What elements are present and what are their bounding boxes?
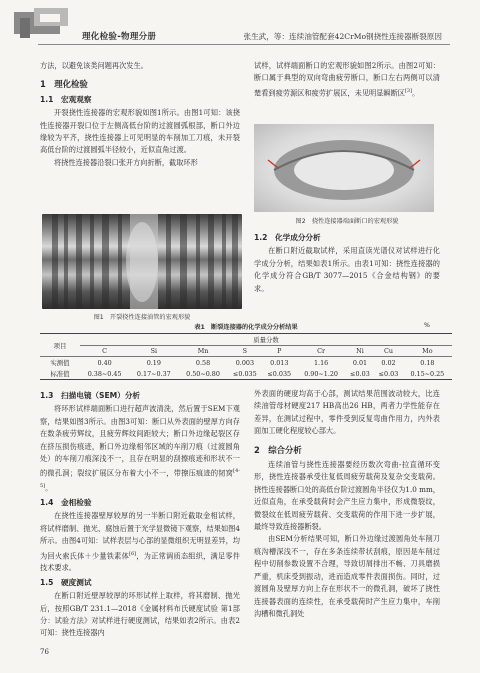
section-2-heading: 2 综合分析 [254,444,302,455]
table-cell: ≤0.03 [350,369,370,378]
metallo-text: 在挠性连接器壁厚较厚的另一半断口附近截取金相试样，将试样磨制、抛光、腐蚀后置于光学显微镜下观察，结果如图4所示。由图4可知：试样表层与心部的显微组织无明显差异，均为回火索氏体＋少量铁素体 [40,511,240,561]
table-unit: % [424,322,430,329]
table-cell: 0.17~0.37 [136,369,171,378]
paragraph-fracture-cont [254,60,440,100]
table-cell: 0.18 [420,358,435,367]
table-cell: 0.003 [235,358,255,367]
paragraph-analysis-1: 连续油管与挠性连接器要经历数次弯曲-拉直循环变形，挠性连接器承受往复低周疲劳载荷及复杂交变载荷。挠性连接器断口处的高低台阶过渡圆角半径仅为1.0 mm，近似直角，在承受载荷时会产生应力集中，形成微裂纹，微裂纹在低周疲劳载荷、交变载荷的作用下进一步扩展，最终导致连接器断裂。 [254,460,440,532]
left-column-top [40,60,240,169]
header-rule [38,44,450,45]
paragraph-fracture: 将挠性连接器沿裂口张开方向折断，截取环形 [54,157,198,167]
table-row-label: 实测值 [50,359,70,367]
paragraph-metallography [40,510,240,574]
fracture-surface-image [254,124,434,212]
table-element-header: S [242,347,248,355]
table-cell: 0.02 [381,358,396,367]
table-header-project: 项目 [40,334,80,357]
section-1-heading: 1 理化检验 [40,79,88,90]
table-1-caption: 表1 断裂连接器的化学成分分析结果 [194,324,298,331]
ref-3: [3] [404,87,413,94]
paragraph-sem [40,403,240,495]
table-cell: ≤0.035 [267,369,292,378]
table-cell: ≤0.03 [378,369,399,378]
table-cell: 0.013 [270,358,289,367]
connector-image [42,214,242,309]
fracture-end: 。 [412,88,420,98]
table-header-group: 质量分数 [80,334,452,346]
metallo-end: ，为正常调质态组织，满足零件技术要求。 [40,551,240,573]
table-cell: 0.40 [97,358,112,367]
right-column-top [254,60,440,100]
figure-2-photo [254,124,434,212]
sem-text: 将环形试样端面断口进行超声波清洗，然后置于SEM下观察，结果如图3所示。由图3可知：断口从外表面的壁厚方向存在数条疲劳辉纹，且疲劳辉纹间距较大；断口外边缘起裂区存在挤压损伤痕迹，断口外边缘相邻区域的车削刀痕（过渡圆角处）的车削刀痕深浅不一，且存在明显的刮擦痕迹和形状不一的微孔洞；裂纹扩展区分布着大小不一，带擦压痕迹的韧窝 [40,404,240,478]
paragraph-chemistry: 在断口附近截取试样，采用直读光谱仪对试样进行化学成分分析，结果如表1所示。由表1可知：挠性连接器的化学成分符合GB/T 3077—2015《合金结构钢》的要求。 [254,246,440,293]
table-element-header: Ni [356,347,364,355]
table-cell: 0.15~0.25 [410,369,445,378]
figure-1-photo [42,214,242,309]
section-1-4-heading: 1.4 金相检验 [40,498,92,508]
chemistry-table [40,333,452,380]
ref-4-5: [4-5] [40,468,240,490]
section-1-2-heading: 1.2 化学成分分析 [254,233,321,242]
table-element-header: Mo [422,347,433,355]
table-element-header: C [102,347,108,355]
table-row-label: 标准值 [50,370,70,378]
ref-6: [6] [129,550,137,557]
intro-text: 方法，以避免该类问题再次发生。 [40,61,148,70]
sem-end: 。 [45,483,53,493]
table-cell: ≤0.035 [233,369,257,378]
journal-name: 理化检验-物理分册 [82,32,157,42]
table-cell: 0.38~0.45 [87,369,122,378]
table-cell: 0.58 [195,358,211,367]
table-element-header: Cr [317,347,326,355]
paragraph-hardness: 在断口附近壁厚较厚的环形试样上取样，将其磨制、抛光后，按照GB/T 231.1—2018《金属材料布氏硬度试验 第1部分：试验方法》对试样进行硬度测试，结果如表2所示。由表2可知：挠性连接器内 [40,591,240,638]
section-1-1-heading: 1.1 宏观观察 [40,94,92,104]
table-element-header: P [277,347,282,355]
table-cell: 0.90~1.20 [304,369,339,378]
left-column-bottom [40,388,240,640]
section-1-3-heading: 1.3 扫描电镜（SEM）分析 [40,391,141,400]
right-column-bottom [254,388,440,620]
figure-2-caption: 图2 挠性连接器端面断口的宏观形貌 [295,218,399,225]
table-element-header: Si [150,347,158,355]
paragraph-hardness-cont: 外表面的硬度均高于心部，测试结果范围波动较大，比连续油管母材硬度217 HB高出26 HB，两者力学性能存在差异，在测试过程中，零件受到反复弯曲作用力，内外表面加工硬化程度较心部大。 [254,389,440,436]
paragraph-analysis-2: 由SEM分析结果可知，断口外边缘过渡圆角处车削刀痕沟槽深浅不一，存在多条连续带状刮痕，原因是车削过程中切削参数设置不合理，导致切屑排出不畅、刀具磨损严重，机床受到振动，进而造成零件表面损伤。同时，过渡圆角及壁厚方向上存在形状不一的微孔洞，破坏了挠性连接器表面的连续性，在承受载荷时产生应力集中，车削沟槽和微孔洞处 [254,534,440,618]
table-element-header: Cu [383,347,393,355]
paragraph-macro: 开裂挠性连接器的宏观形貌如图1所示。由图1可知：该挠性连接器开裂口位于左侧高低台阶的过渡圆弧根部，断口外边缘较为平齐，挠性连接器上可见明显的车削加工刀痕，未开裂高低台阶的过渡圆弧半径较小，近似直角过渡。 [40,108,240,155]
table-cell: 1.16 [313,358,329,367]
table-cell: 0.19 [146,358,161,367]
figure-1-caption: 图1 开裂挠性连接油管的宏观形貌 [93,314,191,321]
fracture-text: 试样，试样端面断口的宏观形貌如图2所示。由图2可知：断口属于典型的双向弯曲疲劳断口，断口左右两侧可以清楚看到疲劳源区和疲劳扩展区，未见明显瞬断区 [254,61,440,98]
table-cell: 0.01 [352,358,368,367]
page-number: 76 [40,648,49,656]
section-1-5-heading: 1.5 硬度测试 [40,577,92,587]
table-cell: 0.50~0.80 [186,369,220,378]
journal-logo-icon [14,8,76,42]
table-element-header: Mn [197,347,209,355]
running-title: 张生武，等：连续油管配套42CrMo钢挠性连接器断裂原因 [243,32,442,41]
right-column-mid [254,230,440,295]
page-header [0,0,480,44]
